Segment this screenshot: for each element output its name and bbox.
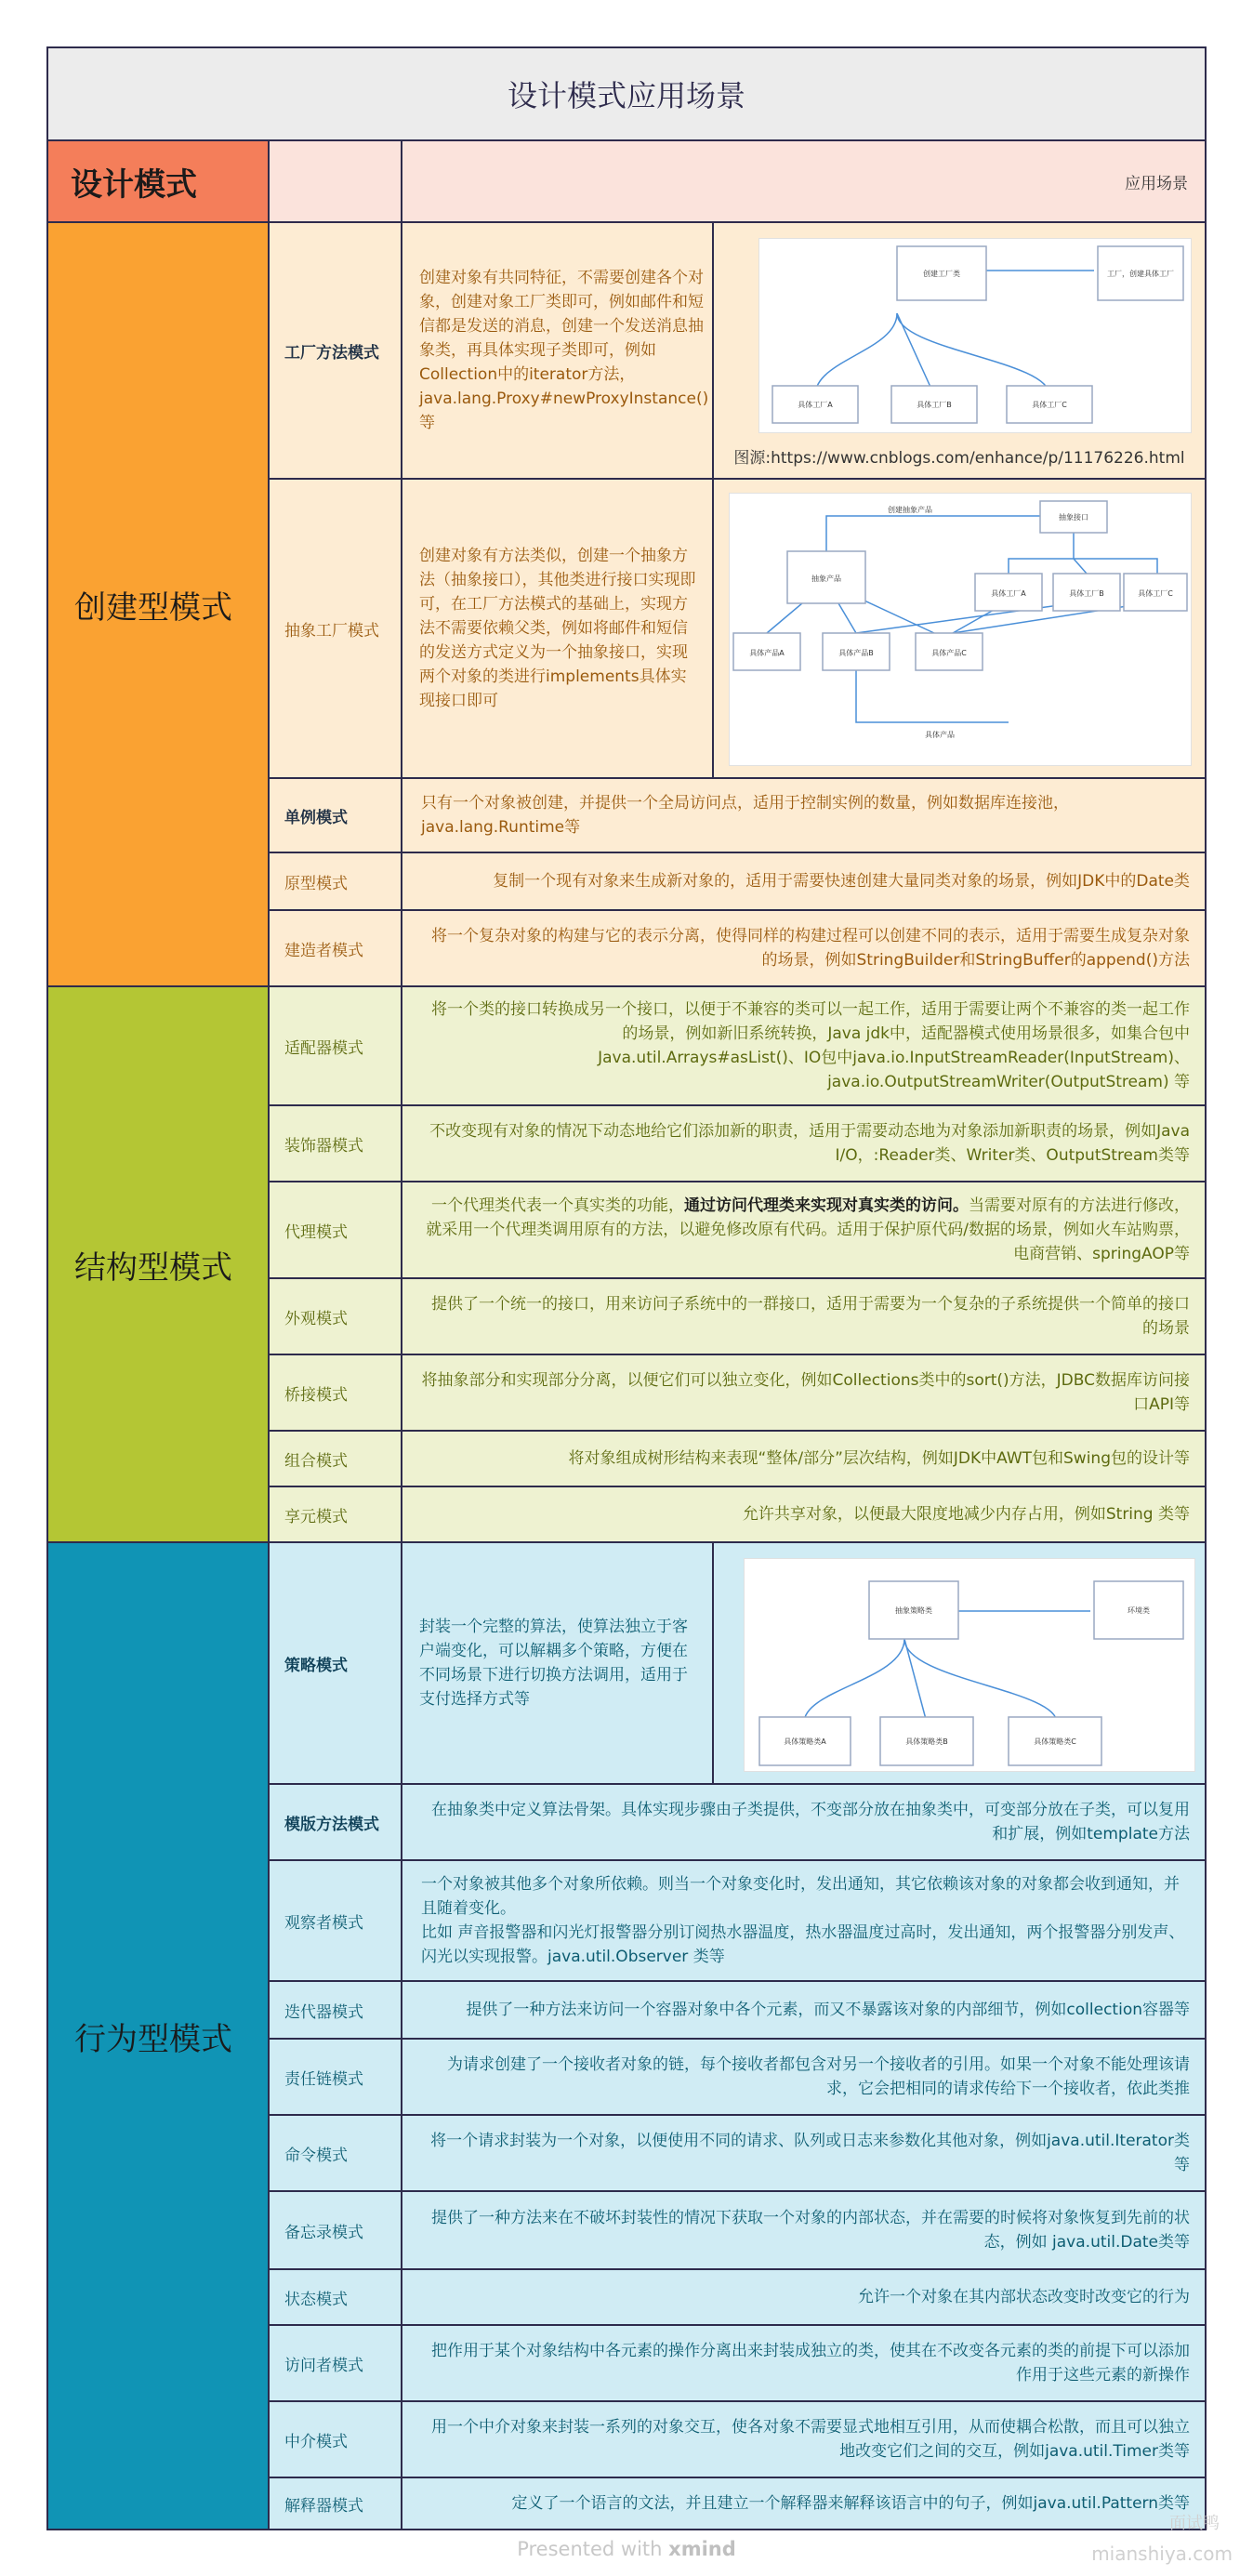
proxy-desc-part-c: 当需要对原有的方法进行修改，就采用一个代理类调用原有的方法，以避免修改原有代码。适用于保护原代码/数据的场景，例如火车站购票，电商营销、springAOP等 xyxy=(426,1196,1190,1263)
pattern-desc-facade: 提供了一个统一的接口，用来访问子系统中的一群接口，适用于需要为一个复杂的子系统提供一个简单的接口的场景 xyxy=(402,1279,1205,1355)
pattern-desc-flyweight: 允许共享对象，以便最大限度地减少内存占用，例如String 类等 xyxy=(402,1487,1205,1543)
observer-desc-part-b: 比如 声音报警器和闪光灯报警器分别订阅热水器温度，热水器温度过高时，发出通知，两个报警器分别发声、闪光以实现报警。java.util.Observer 类等 xyxy=(421,1923,1185,1966)
mindmap-table xyxy=(46,46,1207,2530)
footer-presented-with xyxy=(0,2538,1253,2560)
af-node-factory-a-label: 具体工厂A xyxy=(991,589,1026,598)
strategy-node-a-label: 具体策略类A xyxy=(784,1737,826,1746)
strategy-diagram-cell xyxy=(714,1543,1205,1785)
proxy-desc-highlight: 通过访问代理类来实现对真实类的访问。 xyxy=(684,1196,969,1215)
pattern-name-memento: 备忘录模式 xyxy=(270,2192,402,2270)
pattern-name-state: 状态模式 xyxy=(270,2270,402,2326)
factory-node-c-label: 具体工厂C xyxy=(1032,401,1067,409)
pattern-desc-abstract-factory: 创建对象有方法类似，创建一个抽象方法（抽象接口），其他类进行接口实现即可，在工厂方法模式的基础上，实现方法不需要依赖父类，例如将邮件和短信的发送方式定义为一个抽象接口，实现两个对象的类进行implements具体实现接口即可 xyxy=(402,480,714,779)
factory-diagram xyxy=(758,238,1192,433)
strategy-diagram xyxy=(744,1558,1195,1772)
abstract-factory-diagram xyxy=(729,493,1192,766)
af-edge-top-label: 创建抽象产品 xyxy=(888,506,932,514)
footer-prefix: Presented with xyxy=(517,2538,663,2560)
pattern-name-mediator: 中介模式 xyxy=(270,2402,402,2478)
pattern-name-adapter: 适配器模式 xyxy=(270,987,402,1106)
header-scenario-label: 应用场景 xyxy=(402,141,1205,223)
pattern-desc-singleton: 只有一个对象被创建，并提供一个全局访问点，适用于控制实例的数量，例如数据库连接池，java.lang.Runtime等 xyxy=(402,779,1205,853)
pattern-name-abstract-factory: 抽象工厂模式 xyxy=(270,480,402,779)
strategy-node-c-label: 具体策略类C xyxy=(1034,1737,1076,1746)
strategy-node-context-label: 环境类 xyxy=(1128,1606,1150,1615)
group-behavioral: 行为型模式 xyxy=(48,1543,270,2529)
pattern-desc-proxy xyxy=(402,1182,1205,1279)
pattern-name-template: 模版方法模式 xyxy=(270,1785,402,1861)
pattern-name-prototype: 原型模式 xyxy=(270,853,402,911)
af-node-root-label: 抽象接口 xyxy=(1059,513,1088,522)
pattern-name-factory: 工厂方法模式 xyxy=(270,223,402,480)
proxy-desc-part-a: 一个代理类代表一个真实类的功能， xyxy=(431,1196,684,1215)
pattern-name-visitor: 访问者模式 xyxy=(270,2326,402,2402)
pattern-name-proxy: 代理模式 xyxy=(270,1182,402,1279)
pattern-desc-state: 允许一个对象在其内部状态改变时改变它的行为 xyxy=(402,2270,1205,2326)
pattern-name-iterator: 迭代器模式 xyxy=(270,1982,402,2040)
pattern-name-builder: 建造者模式 xyxy=(270,911,402,987)
observer-desc-part-a: 一个对象被其他多个对象所依赖。则当一个对象变化时，发出通知，其它依赖该对象的对象都会收到通知，并且随着变化。 xyxy=(421,1875,1180,1918)
factory-node-a-label: 具体工厂A xyxy=(798,401,833,409)
header-pattern-label: 设计模式 xyxy=(48,141,270,223)
strategy-node-abstract-label: 抽象策略类 xyxy=(895,1606,932,1615)
watermark-url: mianshiya.com xyxy=(1091,2543,1233,2565)
factory-node-creator-label: 创建工厂类 xyxy=(923,270,960,278)
pattern-name-interpreter: 解释器模式 xyxy=(270,2478,402,2529)
pattern-name-facade: 外观模式 xyxy=(270,1279,402,1355)
group-creational: 创建型模式 xyxy=(48,223,270,987)
footer-brand: xmind xyxy=(668,2538,736,2560)
page-title: 设计模式应用场景 xyxy=(48,48,1205,141)
pattern-desc-iterator: 提供了一种方法来访问一个容器对象中各个元素，而又不暴露该对象的内部细节，例如collection容器等 xyxy=(402,1982,1205,2040)
af-edge-bottom-label: 具体产品 xyxy=(925,731,955,739)
pattern-name-composite: 组合模式 xyxy=(270,1432,402,1487)
pattern-desc-composite: 将对象组成树形结构来表现“整体/部分”层次结构，例如JDK中AWT包和Swing包的设计等 xyxy=(402,1432,1205,1487)
pattern-desc-chain: 为请求创建了一个接收者对象的链，每个接收者都包含对另一个接收者的引用。如果一个对象不能处理该请求，它会把相同的请求传给下一个接收者，依此类推 xyxy=(402,2040,1205,2116)
pattern-desc-observer xyxy=(402,1861,1205,1982)
af-node-product-label: 抽象产品 xyxy=(811,575,841,583)
factory-node-b-label: 具体工厂B xyxy=(917,401,952,409)
pattern-name-observer: 观察者模式 xyxy=(270,1861,402,1982)
pattern-desc-template: 在抽象类中定义算法骨架。具体实现步骤由子类提供，不变部分放在抽象类中，可变部分放在子类，可以复用和扩展，例如template方法 xyxy=(402,1785,1205,1861)
pattern-name-chain: 责任链模式 xyxy=(270,2040,402,2116)
pattern-desc-interpreter: 定义了一个语言的文法，并且建立一个解释器来解释该语言中的句子，例如java.util.Pattern类等 xyxy=(402,2478,1205,2529)
pattern-desc-command: 将一个请求封装为一个对象，以便使用不同的请求、队列或日志来参数化其他对象，例如java.util.Iterator类等 xyxy=(402,2116,1205,2192)
af-node-factory-b-label: 具体工厂B xyxy=(1069,589,1104,598)
af-node-factory-c-label: 具体工厂C xyxy=(1138,589,1173,598)
pattern-desc-memento: 提供了一种方法来在不破坏封装性的情况下获取一个对象的内部状态，并在需要的时候将对象恢复到先前的状态，例如 java.util.Date类等 xyxy=(402,2192,1205,2270)
pattern-desc-mediator: 用一个中介对象来封装一系列的对象交互，使各对象不需要显式地相互引用，从而使耦合松散，而且可以独立地改变它们之间的交互，例如java.util.Timer类等 xyxy=(402,2402,1205,2478)
pattern-name-decorator: 装饰器模式 xyxy=(270,1106,402,1182)
pattern-name-strategy: 策略模式 xyxy=(270,1543,402,1785)
header-spacer xyxy=(270,141,402,223)
pattern-name-flyweight: 享元模式 xyxy=(270,1487,402,1543)
pattern-desc-bridge: 将抽象部分和实现部分分离，以便它们可以独立变化，例如Collections类中的sort()方法，JDBC数据库访问接口API等 xyxy=(402,1355,1205,1432)
pattern-desc-prototype: 复制一个现有对象来生成新对象的，适用于需要快速创建大量同类对象的场景，例如JDK中的Date类 xyxy=(402,853,1205,911)
pattern-desc-adapter: 将一个类的接口转换成另一个接口，以便于不兼容的类可以一起工作，适用于需要让两个不兼容的类一起工作的场景，例如新旧系统转换，Java jdk中，适配器模式使用场景很多，如集合包中Java.util.Arrays#asList()、IO包中java.io.InputStreamReader(InputStream)、java.io.OutputStreamWriter(OutputStream) 等 xyxy=(402,987,1205,1106)
watermark-cn: 面试鸭 xyxy=(1169,2514,1220,2533)
pattern-desc-decorator: 不改变现有对象的情况下动态地给它们添加新的职责，适用于需要动态地为对象添加新职责的场景，例如Java I/O，:Reader类、Writer类、OutputStream类等 xyxy=(402,1106,1205,1182)
af-node-product-b-label: 具体产品B xyxy=(838,649,874,657)
pattern-desc-factory: 创建对象有共同特征，不需要创建各个对象，创建对象工厂类即可，例如邮件和短信都是发送的消息，创建一个发送消息抽象类，再具体实现子类即可，例如Collection中的iterator方法，java.lang.Proxy#newProxyInstance()等 xyxy=(402,223,714,480)
af-node-product-a-label: 具体产品A xyxy=(749,649,785,657)
strategy-node-b-label: 具体策略类B xyxy=(905,1737,948,1746)
pattern-name-command: 命令模式 xyxy=(270,2116,402,2192)
pattern-name-singleton: 单例模式 xyxy=(270,779,402,853)
pattern-desc-strategy: 封装一个完整的算法，使算法独立于客户端变化，可以解耦多个策略，方便在不同场景下进行切换方法调用，适用于支付选择方式等 xyxy=(402,1543,714,1785)
factory-diagram-cell xyxy=(714,223,1205,480)
group-structural: 结构型模式 xyxy=(48,987,270,1543)
af-node-product-c-label: 具体产品C xyxy=(931,649,967,657)
factory-node-concrete-label: 工厂，创建具体工厂 xyxy=(1107,270,1174,278)
abstract-factory-diagram-cell xyxy=(714,480,1205,779)
pattern-name-bridge: 桥接模式 xyxy=(270,1355,402,1432)
pattern-desc-visitor: 把作用于某个对象结构中各元素的操作分离出来封装成独立的类，使其在不改变各元素的类的前提下可以添加作用于这些元素的新操作 xyxy=(402,2326,1205,2402)
factory-diagram-caption: 图源:https://www.cnblogs.com/enhance/p/11176226.html xyxy=(733,449,1185,468)
pattern-desc-builder: 将一个复杂对象的构建与它的表示分离，使得同样的构建过程可以创建不同的表示，适用于需要生成复杂对象的场景，例如StringBuilder和StringBuffer的append()方法 xyxy=(402,911,1205,987)
